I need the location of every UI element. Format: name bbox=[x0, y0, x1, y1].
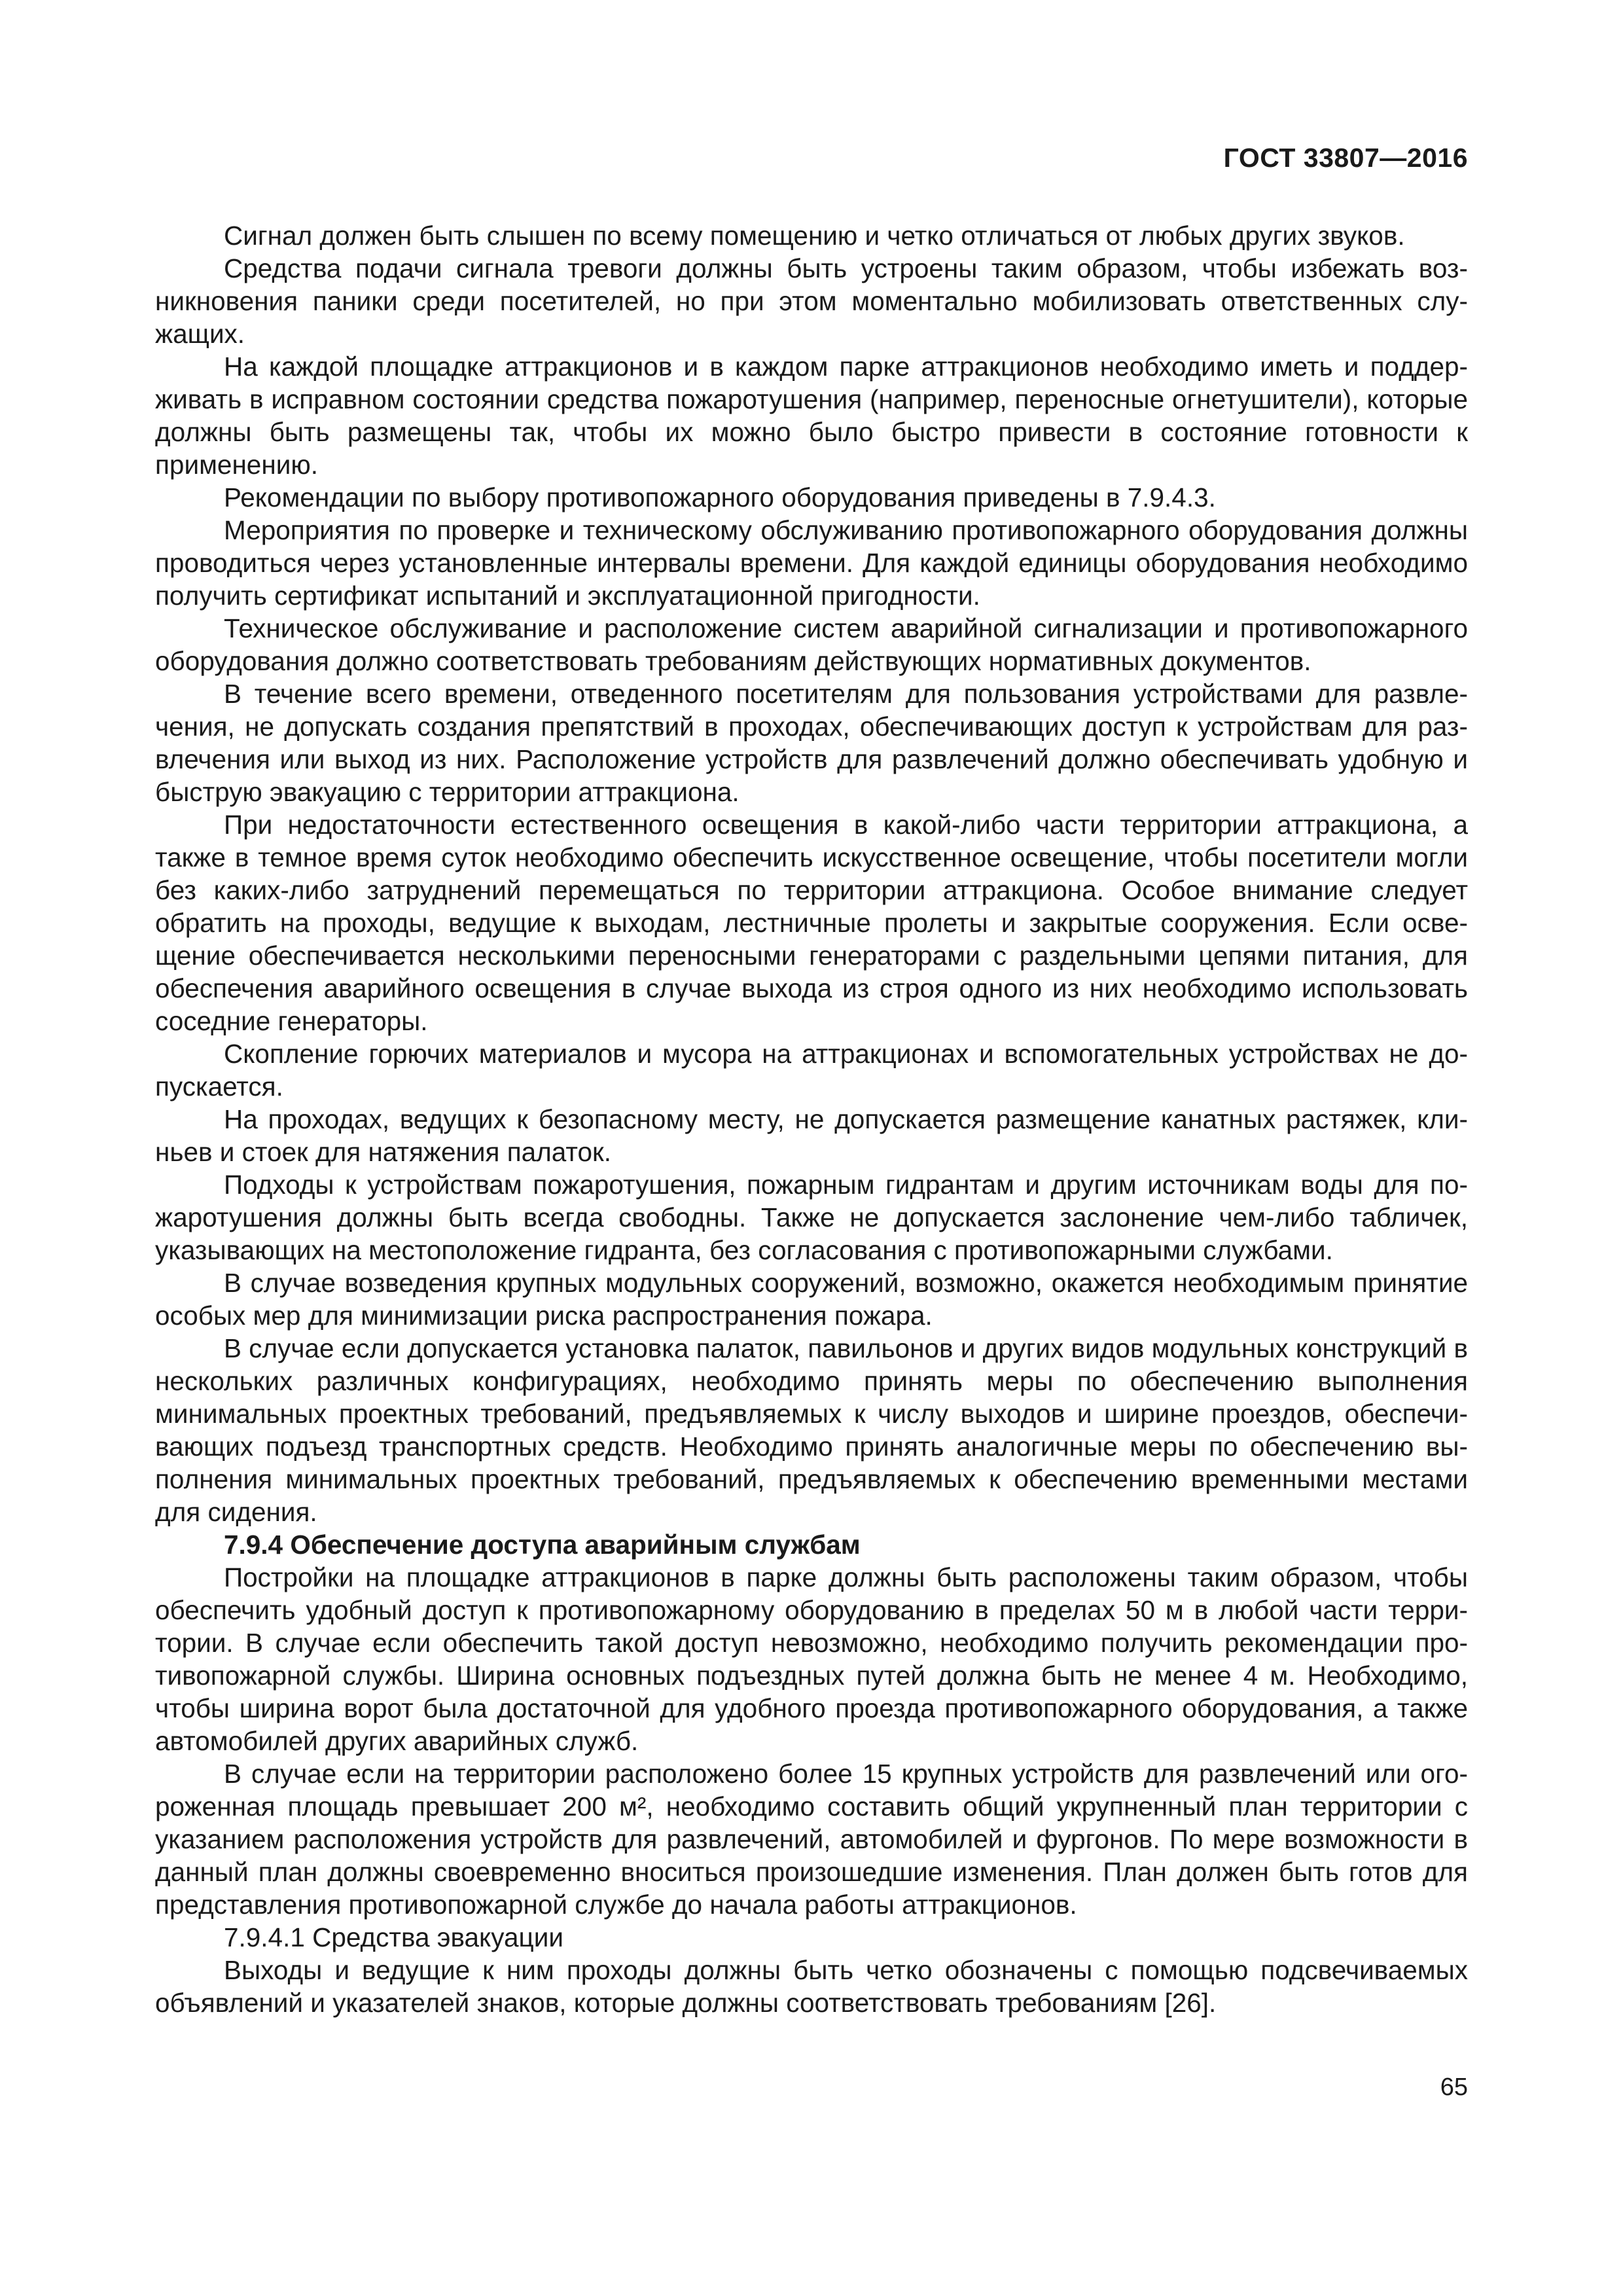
document-header-standard: ГОСТ 33807—2016 bbox=[1223, 143, 1468, 173]
paragraph: При недостаточности естественного освещения в какой-либо части территории аттракциона, а также в темное время суток необходимо обеспечить искусственное освещение, чтобы посетители могли без каких-либо затруднений перемещаться по территории аттракциона. Особое внимание следует обратить на проходы, ведущие к выходам, лестничные пролеты и закрытые сооружения. Если освещение обеспечивается несколькими переносными генераторами с раздельными цепями питания, для обеспечения аварийного освещения в случае выхода из строя одного из них необходимо использовать соседние генераторы. bbox=[155, 810, 1468, 1036]
paragraph: Подходы к устройствам пожаротушения, пожарным гидрантам и другим источникам воды для пожаротушения должны быть всегда свободны. Также не допускается заслонение чем-либо табличек, указывающих на местоположение гидранта, без согласования с противопожарными службами. bbox=[155, 1170, 1468, 1265]
subsection-heading: 7.9.4.1 Средства эвакуации bbox=[224, 1922, 563, 1952]
paragraph: На каждой площадке аттракционов и в каждом парке аттракционов необходимо иметь и поддерживать в исправном состоянии средства пожаротушения (например, переносные огнетушители), которые должны быть размещены так, чтобы их можно было быстро привести в состояние готовности к применению. bbox=[155, 351, 1468, 480]
section-heading: 7.9.4 Обеспечение доступа аварийным службам bbox=[224, 1530, 861, 1560]
paragraph: Сигнал должен быть слышен по всему помещению и четко отличаться от любых других звуков. bbox=[224, 221, 1405, 251]
paragraph: В течение всего времени, отведенного посетителям для пользования устройствами для развлечения, не допускать создания препятствий в проходах, обеспечивающих доступ к устройствам для развлечения или выход из них. Расположение устройств для развлечений должно обеспечивать удобную и быструю эвакуацию с территории аттракциона. bbox=[155, 679, 1468, 807]
paragraph: В случае если допускается установка палаток, павильонов и других видов модульных конструкций в нескольких различных конфигурациях, необходимо принять меры по обеспечению выполнения минимальных проектных требований, предъявляемых к числу выходов и ширине проездов, обеспечивающих подъезд транспортных средств. Необходимо принять аналогичные меры по обеспечению выполнения минимальных проектных требований, предъявляемых к обеспечению временными местами для сидения. bbox=[155, 1333, 1468, 1527]
paragraph: Постройки на площадке аттракционов в парке должны быть расположены таким образом, чтобы обеспечить удобный доступ к противопожарному оборудованию в пределах 50 м в любой части территории. В случае если обеспечить такой доступ невозможно, необходимо получить рекомендации противопожарной службы. Ширина основных подъездных путей должна быть не менее 4 м. Необходимо, чтобы ширина ворот была достаточной для удобного проезда противопожарного оборудования, а также автомобилей других аварийных служб. bbox=[155, 1562, 1468, 1756]
paragraph: Средства подачи сигнала тревоги должны быть устроены таким образом, чтобы избежать возникновения паники среди посетителей, но при этом моментально мобилизовать ответственных служащих. bbox=[155, 253, 1468, 349]
paragraph: На проходах, ведущих к безопасному месту, не допускается размещение канатных растяжек, клиньев и стоек для натяжения палаток. bbox=[155, 1104, 1468, 1167]
document-body bbox=[155, 219, 1468, 2019]
paragraph: Скопление горючих материалов и мусора на аттракционах и вспомогательных устройствах не допускается. bbox=[155, 1039, 1468, 1102]
paragraph: В случае возведения крупных модульных сооружений, возможно, окажется необходимым принятие особых мер для минимизации риска распространения пожара. bbox=[155, 1268, 1468, 1331]
paragraph: Мероприятия по проверке и техническому обслуживанию противопожарного оборудования должны проводиться через установленные интервалы времени. Для каждой единицы оборудования необходимо получить сертификат испытаний и эксплуатационной пригодности. bbox=[155, 515, 1468, 611]
paragraph: Выходы и ведущие к ним проходы должны быть четко обозначены с помощью подсвечиваемых объявлений и указателей знаков, которые должны соответствовать требованиям [26]. bbox=[155, 1955, 1468, 2018]
paragraph: Рекомендации по выбору противопожарного оборудования приведены в 7.9.4.3. bbox=[224, 482, 1216, 512]
paragraph: В случае если на территории расположено более 15 крупных устройств для развлечений или огороженная площадь превышает 200 м², необходимо составить общий укрупненный план территории с указанием расположения устройств для развлечений, автомобилей и фургонов. По мере возможности в данный план должны своевременно вноситься произошедшие изменения. План должен быть готов для представления противопожарной службе до начала работы аттракционов. bbox=[155, 1759, 1468, 1920]
paragraph: Техническое обслуживание и расположение систем аварийной сигнализации и противопожарного оборудования должно соответствовать требованиям действующих нормативных документов. bbox=[155, 613, 1468, 676]
page-number: 65 bbox=[1440, 2073, 1468, 2101]
